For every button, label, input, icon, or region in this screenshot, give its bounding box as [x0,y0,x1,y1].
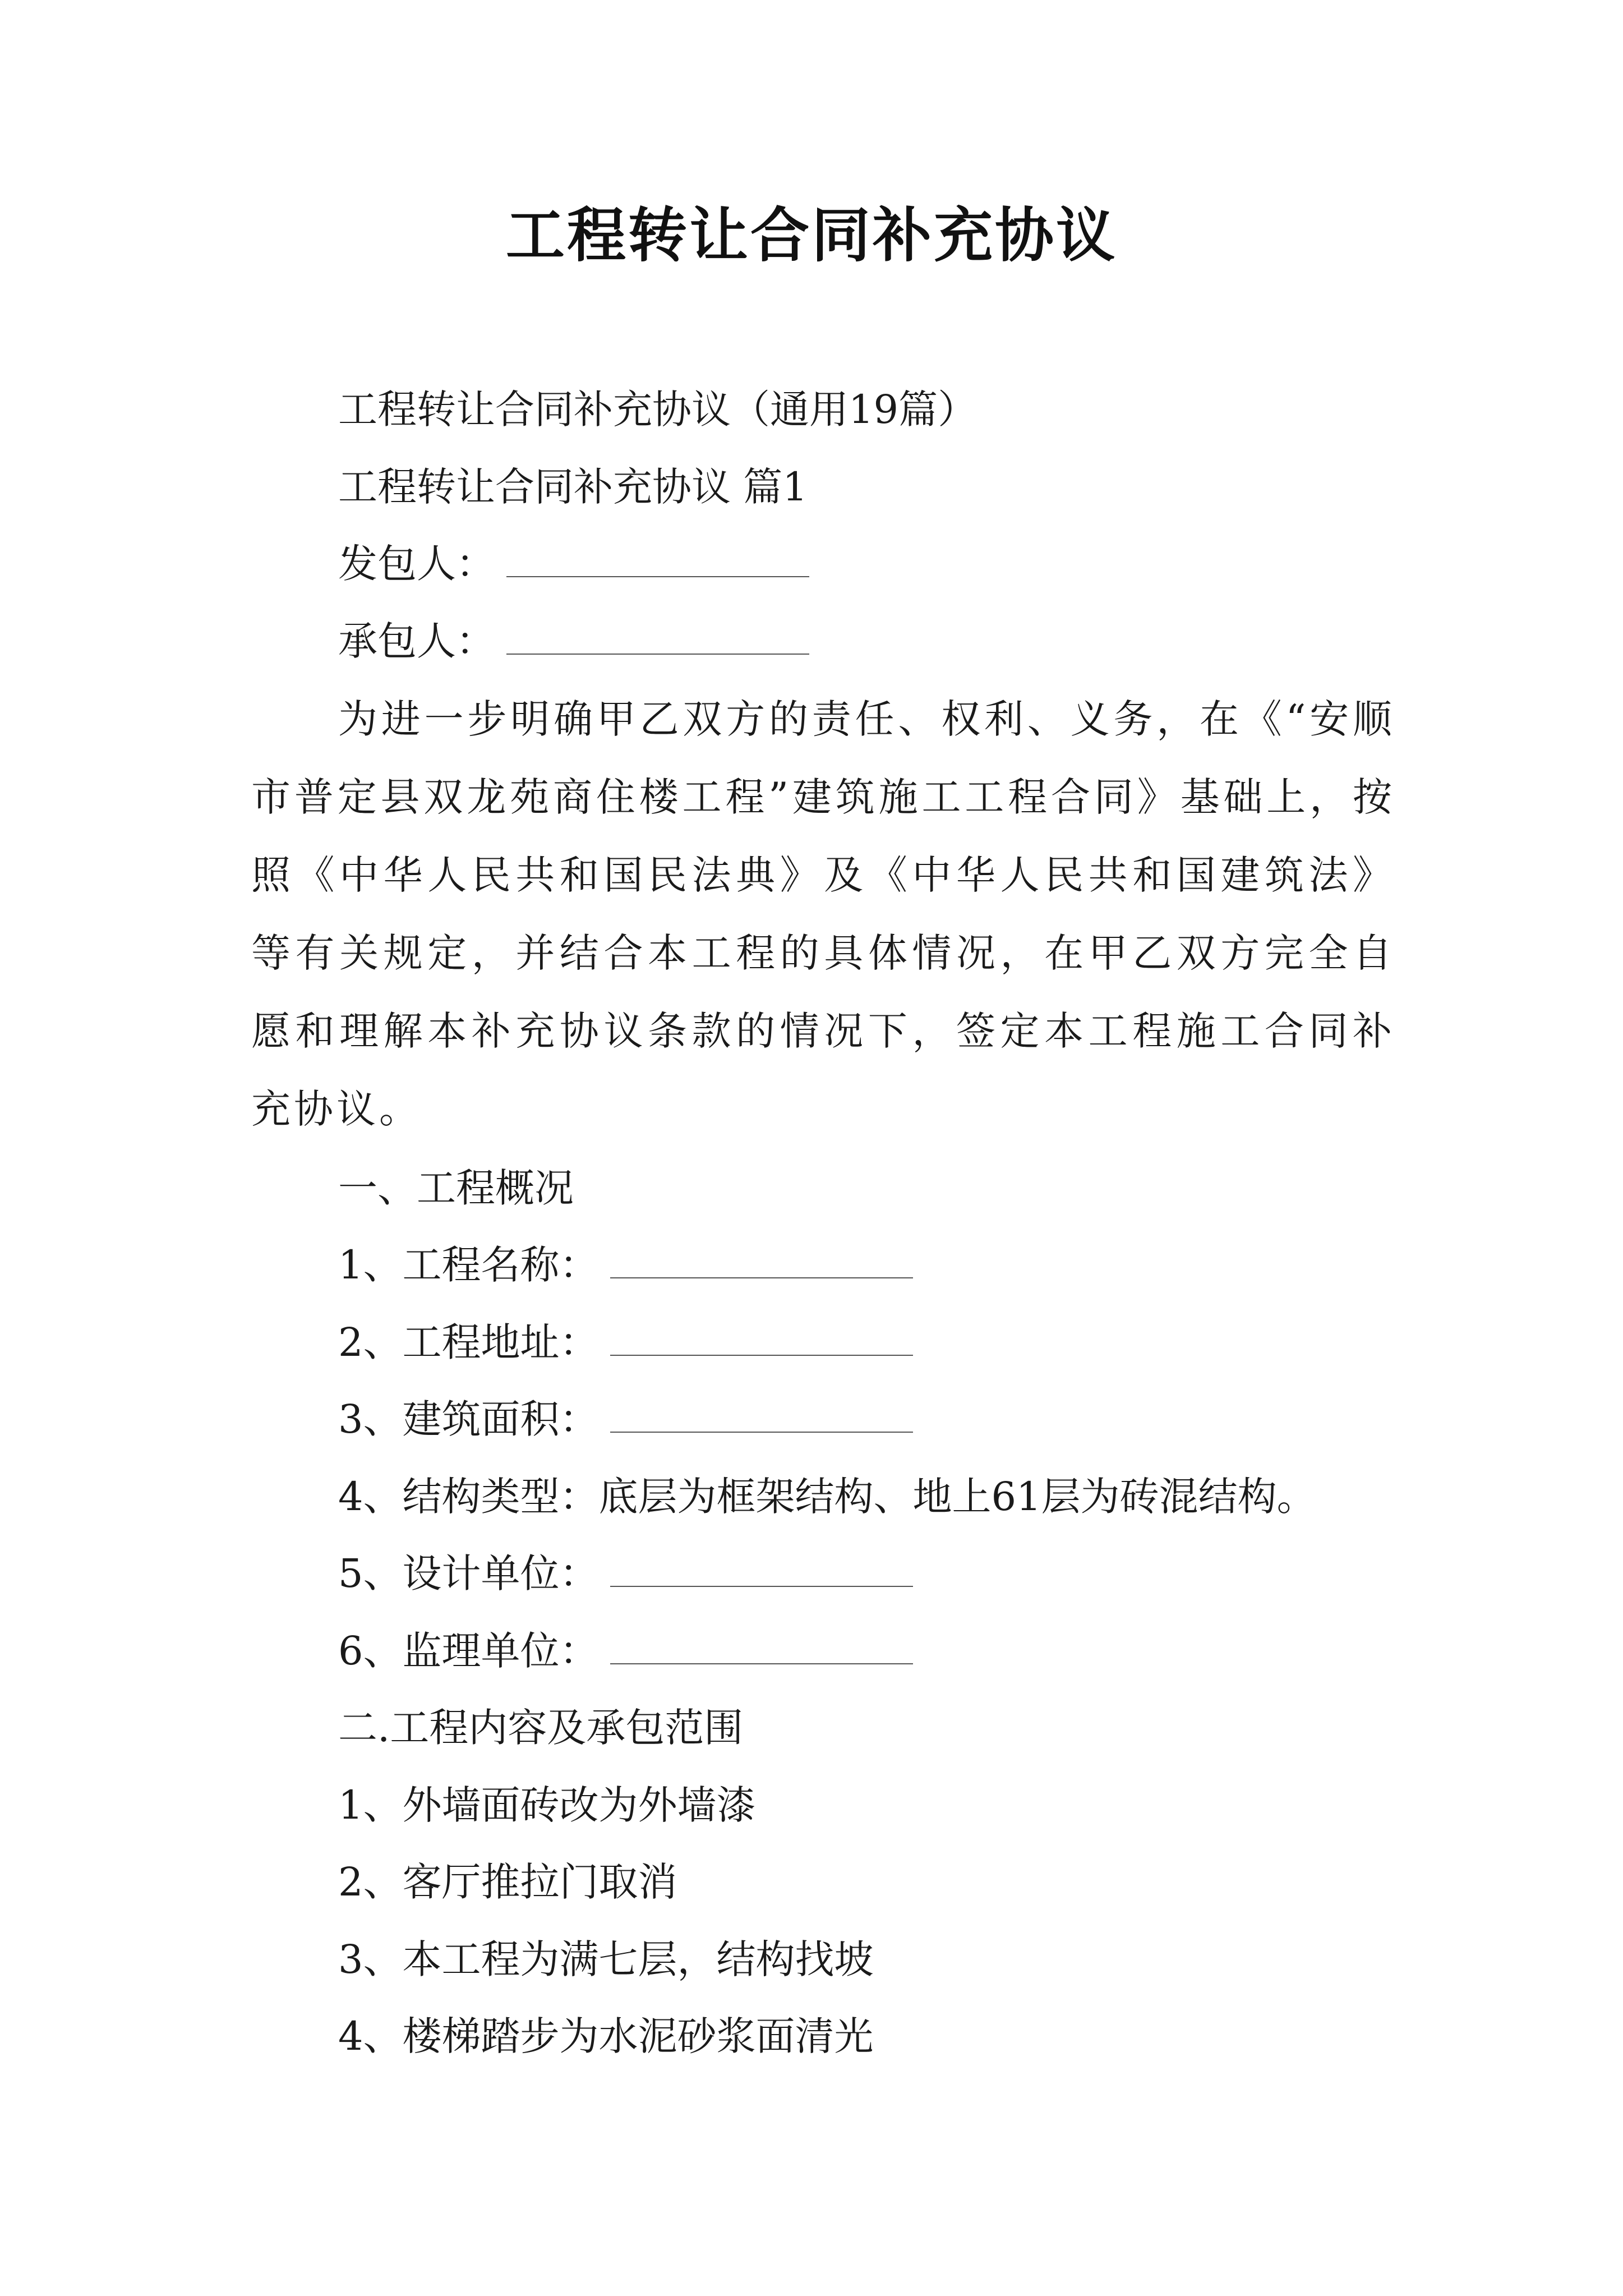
project-name-row [338,1237,913,1293]
party-b-blank [506,614,809,655]
section1-heading: 一、工程概况 [338,1165,574,1211]
section-heading: 工程转让合同补充协议 篇1 [338,464,808,510]
project-address-blank [610,1315,913,1356]
design-unit-blank [610,1547,913,1587]
project-name-label: 1、工程名称： [338,1242,599,1288]
party-a-blank [506,537,809,577]
design-unit-row [338,1545,913,1602]
design-unit-label: 5、设计单位： [338,1550,599,1596]
building-area-blank [610,1392,913,1433]
party-b-label: 承包人： [338,618,495,664]
project-name-blank [610,1238,913,1278]
party-a-label: 发包人： [338,541,495,587]
intro-paragraph: 为进一步明确甲乙双方的责任、权利、义务，在《“安顺市普定县双龙苑商住楼工程”建筑施工工程合同》基础上，按照《中华人民共和国民法典》及《中华人民共和国建筑法》等有关规定，并结合本工程的具体情况，在甲乙双方完全自愿和理解本补充协议条款的情况下，签定本工程施工合同补充协议。 [251,696,1395,1132]
document-title: 工程转让合同补充协议 [505,201,1117,270]
scope-item-2: 2、客厅推拉门取消 [338,1859,677,1905]
supervision-unit-label: 6、监理单位： [338,1628,599,1674]
section2-heading: 二.工程内容及承包范围 [338,1705,744,1751]
structure-type-line: 4、结构类型：底层为框架结构、地上61层为砖混结构。 [338,1474,1316,1520]
project-address-row [338,1314,913,1370]
document-subtitle: 工程转让合同补充协议（通用19篇） [338,386,978,432]
supervision-unit-blank [610,1624,913,1664]
scope-item-3: 3、本工程为满七层，结构找坡 [338,1936,874,1982]
building-area-label: 3、建筑面积： [338,1396,599,1442]
supervision-unit-row [338,1623,913,1679]
party-b-row [338,613,809,669]
scope-item-4: 4、楼梯踏步为水泥砂浆面清光 [338,2013,874,2059]
building-area-row [338,1391,913,1447]
party-a-row [338,536,809,592]
scope-item-1: 1、外墙面砖改为外墙漆 [338,1782,756,1828]
project-address-label: 2、工程地址： [338,1319,599,1365]
